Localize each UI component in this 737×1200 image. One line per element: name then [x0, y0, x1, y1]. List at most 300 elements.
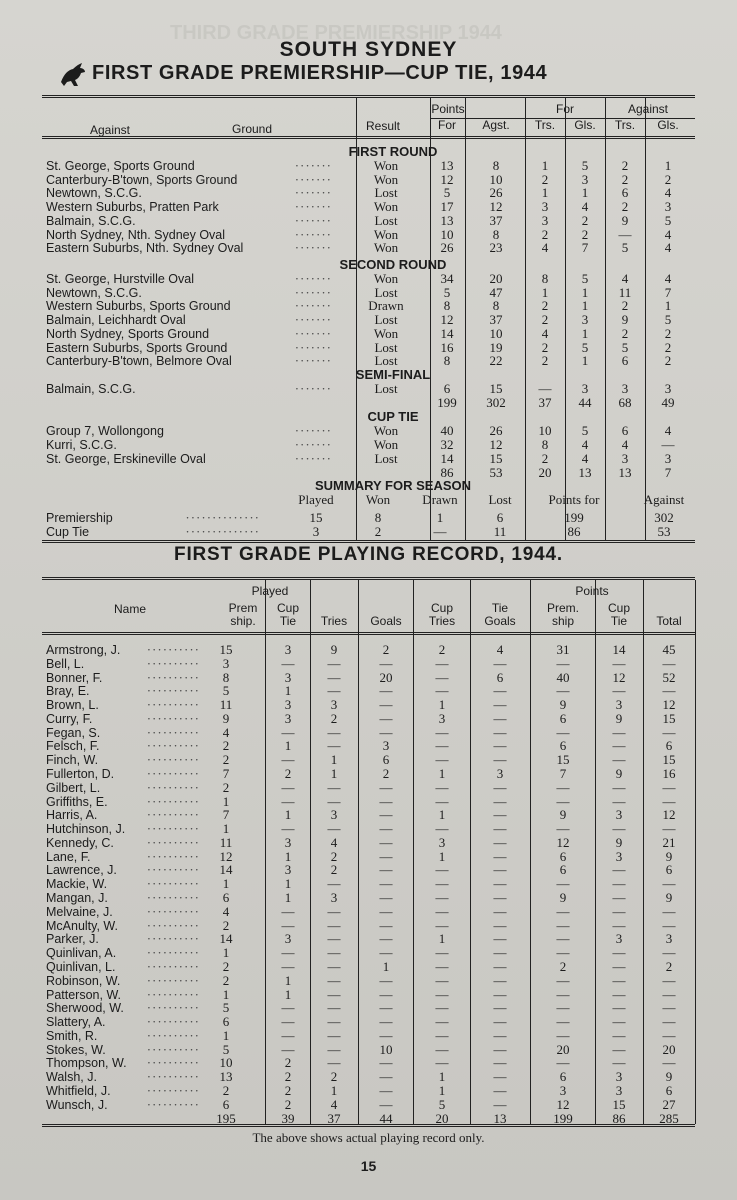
player-prem: 2	[222, 738, 230, 754]
player-cup-tries: —	[435, 972, 449, 988]
result-row-ft: 4	[541, 325, 549, 341]
player-goals: —	[379, 890, 393, 906]
player-cup: 1	[284, 738, 292, 754]
result-row-team: Balmain, Leichhardt Oval	[46, 313, 186, 328]
player-pts-prem: —	[556, 655, 570, 671]
player-tie-goals: —	[493, 862, 507, 878]
column-rule	[470, 580, 471, 1124]
player-pts-cup: —	[612, 917, 626, 933]
result-row-ft: 8	[541, 271, 549, 286]
player-cup: —	[281, 724, 295, 740]
leader-dots: ··········	[146, 683, 200, 699]
leader-dots: ··········	[146, 890, 200, 906]
header-for-tries: Trs.	[534, 118, 556, 132]
result-row-pa: 12	[489, 199, 503, 215]
result-row-ft: 1	[541, 158, 549, 173]
result-row-at: 11	[618, 284, 632, 300]
result-row-ag: 4	[664, 423, 672, 438]
result-row-pf: 14	[440, 451, 454, 466]
player-prem: 14	[219, 931, 233, 947]
player-tie-goals: —	[493, 1000, 507, 1016]
result-row-team: Balmain, S.C.G.	[46, 382, 136, 396]
result-row-pa: 8	[492, 158, 500, 173]
player-goals: —	[379, 1082, 393, 1098]
result-row-pf: 17	[440, 199, 454, 215]
result-row-at: 3	[621, 381, 629, 396]
result-total-pa: 53	[489, 465, 503, 480]
summary-row-label: Cup Tie	[46, 525, 90, 539]
header-subrule	[430, 118, 695, 119]
player-tries: 2	[330, 710, 338, 726]
table-top-rule	[42, 95, 695, 98]
player-name: Armstrong, J.	[46, 643, 121, 657]
player-tie-goals: —	[493, 655, 507, 671]
result-total-ag: 7	[664, 465, 672, 480]
player-goals: —	[379, 793, 393, 809]
result-row-pf: 26	[440, 240, 454, 256]
player-cup-tries: 3	[438, 834, 446, 850]
player-total: —	[662, 1000, 676, 1016]
result-row-fg: 7	[581, 240, 589, 256]
header-bottom-rule	[42, 136, 695, 139]
player-goals: —	[379, 655, 393, 671]
result-row-fg: 3	[581, 381, 589, 396]
player-cup-tries: —	[435, 793, 449, 809]
player-prem: 4	[222, 724, 230, 740]
player-cup: —	[281, 1027, 295, 1043]
player-tie-goals: —	[493, 931, 507, 947]
player-goals: —	[379, 697, 393, 713]
header-ground: Ground	[231, 122, 273, 136]
player-total: 27	[662, 1096, 676, 1112]
leader-dots: ·······	[294, 284, 332, 300]
player-cup: 3	[284, 642, 292, 657]
player-tie-goals: —	[493, 848, 507, 864]
result-row-ag: 1	[664, 158, 672, 173]
result-row-ft: 10	[538, 423, 552, 438]
player-pts-prem: 12	[556, 834, 570, 850]
player-tie-goals: —	[493, 1027, 507, 1043]
leader-dots: ··········	[146, 1027, 200, 1043]
result-row-fg: 5	[581, 339, 589, 355]
header-points-for: For	[438, 118, 456, 132]
player-pts-prem: —	[556, 876, 570, 892]
player-pts-cup: 3	[615, 1069, 623, 1085]
result-row-pf: 16	[440, 339, 454, 355]
result-row-result: Won	[373, 325, 399, 341]
leader-dots: ··········	[146, 1069, 200, 1085]
leader-dots: ·······	[294, 437, 332, 452]
leader-dots: ··········	[146, 1014, 200, 1030]
column-rule	[465, 98, 466, 540]
player-cup-tries: 1	[438, 766, 446, 782]
header-points-prem: Prem.	[546, 601, 580, 615]
player-name: Quinlivan, L.	[46, 959, 116, 974]
player-cup-tries: —	[435, 917, 449, 933]
player-goals: —	[379, 848, 393, 864]
player-goals: 6	[382, 752, 390, 768]
player-pts-cup: —	[612, 958, 626, 974]
player-goals: —	[379, 903, 393, 919]
player-tries: 1	[330, 752, 338, 768]
player-cup-tries: —	[435, 1055, 449, 1071]
player-tries: 2	[330, 1069, 338, 1085]
player-total: 9	[665, 1069, 673, 1085]
result-row-pf: 14	[440, 325, 454, 341]
record-total-tie-goals: 13	[493, 1110, 507, 1126]
result-row-ft: 2	[541, 298, 549, 314]
player-total: 9	[665, 890, 673, 906]
section-title: SEMI-FINAL	[355, 367, 431, 382]
player-cup: 2	[284, 766, 292, 782]
result-row-result: Lost	[374, 312, 398, 328]
player-cup: 2	[284, 1082, 292, 1098]
result-total-ag: 49	[661, 394, 675, 410]
leader-dots: ·······	[294, 212, 332, 228]
player-tie-goals: —	[493, 1055, 507, 1071]
player-pts-prem: 6	[559, 848, 567, 864]
player-name: Wunsch, J.	[46, 1097, 108, 1112]
result-row-at: —	[618, 226, 632, 242]
player-prem: 6	[222, 1014, 230, 1030]
player-cup-tries: 1	[438, 1082, 446, 1098]
player-total: —	[662, 793, 676, 809]
player-prem: 4	[222, 903, 230, 919]
leader-dots: ··········	[146, 821, 200, 837]
player-tries: 3	[330, 890, 338, 906]
header-tie-goals-2: Goals	[484, 614, 516, 628]
player-cup: 3	[284, 710, 292, 726]
player-pts-cup: —	[612, 793, 626, 809]
page-number: 15	[360, 1158, 377, 1174]
footnote: The above shows actual playing record only.	[252, 1130, 485, 1145]
player-total: 15	[662, 752, 676, 768]
result-row-ft: 2	[541, 312, 549, 328]
result-row-result: Lost	[374, 212, 398, 228]
result-total-fg: 44	[578, 394, 592, 410]
leader-dots: ·······	[294, 240, 332, 256]
result-row-at: 2	[621, 158, 629, 173]
summary-row-against: 302	[654, 510, 674, 525]
player-name: Gilbert, L.	[46, 780, 101, 795]
header-against: Against	[627, 102, 669, 116]
result-row-result: Won	[373, 240, 399, 256]
result-row-ag: 2	[664, 339, 672, 355]
leader-dots: ·······	[294, 312, 332, 328]
player-pts-cup: —	[612, 890, 626, 906]
player-total: 3	[665, 931, 673, 947]
leader-dots: ··········	[146, 972, 200, 988]
player-total: —	[662, 1027, 676, 1043]
header-name: Name	[113, 602, 147, 616]
player-goals: —	[379, 834, 393, 850]
result-row-fg: 1	[581, 284, 589, 300]
result-row-ag: 1	[664, 298, 672, 314]
header-cup: Cup	[276, 601, 300, 615]
result-row-team: Canterbury-B'town, Sports Ground	[46, 172, 238, 187]
leader-dots: ··········	[146, 766, 200, 782]
result-row-pa: 26	[489, 185, 503, 201]
player-tries: —	[327, 945, 341, 961]
player-total: 15	[662, 710, 676, 726]
result-row-pa: 26	[489, 423, 503, 438]
player-total: —	[662, 683, 676, 699]
player-tie-goals: —	[493, 821, 507, 837]
leader-dots: ·······	[294, 451, 332, 466]
result-row-fg: 5	[581, 271, 589, 286]
player-tie-goals: 4	[496, 642, 504, 657]
result-row-team: North Sydney, Sports Ground	[46, 326, 210, 341]
result-row-team: Canterbury-B'town, Belmore Oval	[46, 354, 232, 369]
result-row-result: Won	[373, 171, 399, 187]
record-top-rule	[42, 577, 695, 580]
player-prem: 3	[222, 655, 230, 671]
player-pts-prem: 12	[556, 1096, 570, 1112]
result-total-fg: 13	[578, 465, 592, 480]
record-total-total: 285	[659, 1110, 679, 1126]
column-rule	[565, 98, 566, 540]
summary-title: SUMMARY FOR SEASON	[314, 478, 472, 493]
result-row-result: Lost	[374, 185, 398, 201]
result-row-team: Newtown, S.C.G.	[46, 186, 142, 201]
leader-dots: ·······	[294, 185, 332, 201]
player-total: 9	[665, 848, 673, 864]
player-goals: 2	[382, 642, 390, 657]
player-goals: —	[379, 986, 393, 1002]
player-prem: 15	[219, 642, 233, 657]
header-played: Played	[251, 584, 289, 598]
player-pts-prem: —	[556, 683, 570, 699]
result-row-at: 6	[621, 185, 629, 201]
player-prem: 1	[222, 821, 230, 837]
result-row-team: Eastern Suburbs, Nth. Sydney Oval	[46, 241, 244, 256]
player-pts-cup: 12	[612, 669, 626, 685]
result-row-at: 4	[621, 271, 629, 286]
result-row-ft: —	[538, 381, 552, 396]
result-row-ft: 2	[541, 171, 549, 187]
result-row-team: Eastern Suburbs, Sports Ground	[46, 340, 228, 355]
result-row-pa: 10	[489, 325, 503, 341]
summary-row-points-for: 199	[564, 510, 584, 525]
result-row-at: 2	[621, 171, 629, 187]
player-total: —	[662, 972, 676, 988]
leader-dots: ··············	[185, 524, 260, 539]
result-row-at: 9	[621, 212, 629, 228]
result-row-ft: 3	[541, 212, 549, 228]
player-goals: —	[379, 1000, 393, 1016]
player-pts-prem: 15	[556, 752, 570, 768]
leader-dots: ·······	[294, 226, 332, 242]
player-cup: —	[281, 793, 295, 809]
player-tie-goals: —	[493, 710, 507, 726]
result-row-pa: 47	[489, 284, 503, 300]
result-row-pa: 8	[492, 226, 500, 242]
result-row-pf: 5	[443, 284, 451, 300]
player-cup: —	[281, 1000, 295, 1016]
result-row-team: St. George, Sports Ground	[46, 159, 195, 173]
player-name: Griffiths, E.	[46, 794, 108, 809]
player-cup: —	[281, 821, 295, 837]
leader-dots: ·······	[294, 353, 332, 369]
player-tries: 2	[330, 848, 338, 864]
result-total-at: 68	[618, 394, 632, 410]
player-prem: 9	[222, 710, 230, 726]
player-goals: —	[379, 931, 393, 947]
column-rule	[265, 580, 266, 1124]
player-tie-goals: —	[493, 834, 507, 850]
result-row-pf: 12	[440, 171, 454, 187]
header-total: Total	[656, 614, 682, 628]
player-tie-goals: —	[493, 793, 507, 809]
player-pts-prem: —	[556, 903, 570, 919]
player-pts-cup: —	[612, 1000, 626, 1016]
result-row-ag: 5	[664, 212, 672, 228]
player-total: 12	[662, 697, 676, 713]
record-bottom-rule	[42, 1124, 695, 1127]
header-ship: ship.	[230, 614, 256, 628]
summary-header-drawn: Drawn	[422, 492, 458, 507]
result-row-result: Won	[373, 199, 399, 215]
player-tie-goals: —	[493, 972, 507, 988]
result-row-ag: 2	[664, 171, 672, 187]
header-for-goals: Gls.	[574, 118, 596, 132]
result-row-ft: 2	[541, 451, 549, 466]
player-prem: 1	[222, 945, 230, 961]
player-goals: 20	[379, 669, 393, 685]
player-prem: 5	[222, 1041, 230, 1057]
result-row-ag: 4	[664, 271, 672, 286]
player-tries: —	[327, 793, 341, 809]
player-cup-tries: —	[435, 958, 449, 974]
player-tries: —	[327, 931, 341, 947]
player-total: —	[662, 986, 676, 1002]
result-row-pf: 12	[440, 312, 454, 328]
player-total: —	[662, 917, 676, 933]
result-row-team: North Sydney, Nth. Sydney Oval	[46, 227, 226, 242]
club-heading: SOUTH SYDNEY	[279, 38, 458, 61]
result-row-at: 5	[621, 240, 629, 256]
player-tie-goals: —	[493, 945, 507, 961]
player-goals: 10	[379, 1041, 393, 1057]
result-row-pf: 13	[440, 158, 454, 173]
result-total-pf: 86	[440, 465, 454, 480]
player-pts-cup: —	[612, 1041, 626, 1057]
record-total-cup: 39	[281, 1110, 295, 1126]
result-row-at: 2	[621, 199, 629, 215]
header-against-tries: Trs.	[614, 118, 636, 132]
header-against-goals: Gls.	[657, 118, 679, 132]
player-name: Felsch, F.	[46, 739, 100, 754]
column-rule	[530, 580, 531, 1124]
player-total: —	[662, 876, 676, 892]
result-row-fg: 4	[581, 437, 589, 452]
player-tries: —	[327, 683, 341, 699]
player-tie-goals: —	[493, 738, 507, 754]
header-cup-tries-2: Tries	[428, 614, 456, 628]
player-tie-goals: —	[493, 986, 507, 1002]
result-row-at: 2	[621, 298, 629, 314]
rabbit-emblem-icon	[58, 62, 88, 88]
player-pts-prem: 7	[559, 766, 567, 782]
player-prem: 10	[219, 1055, 233, 1071]
player-goals: —	[379, 724, 393, 740]
result-row-pf: 32	[440, 437, 454, 452]
player-pts-cup: 14	[612, 642, 626, 657]
player-pts-prem: 9	[559, 807, 567, 823]
player-cup: —	[281, 752, 295, 768]
player-tie-goals: —	[493, 683, 507, 699]
player-tie-goals: 6	[496, 669, 504, 685]
player-pts-cup: 3	[615, 931, 623, 947]
result-row-pa: 8	[492, 298, 500, 314]
column-rule	[525, 98, 526, 540]
leader-dots: ··········	[146, 917, 200, 933]
result-row-team: Newtown, S.C.G.	[46, 285, 142, 300]
summary-row-points-for: 86	[567, 524, 581, 539]
summary-row-lost: 11	[493, 524, 507, 539]
record-total-cup-tries: 20	[435, 1110, 449, 1126]
player-cup-tries: —	[435, 738, 449, 754]
result-row-team: St. George, Erskineville Oval	[46, 452, 206, 466]
leader-dots: ··········	[146, 642, 200, 657]
player-prem: 5	[222, 1000, 230, 1016]
player-tries: —	[327, 738, 341, 754]
player-name: Lane, F.	[46, 849, 91, 864]
player-prem: 2	[222, 752, 230, 768]
leader-dots: ·······	[294, 298, 332, 314]
player-cup: 2	[284, 1096, 292, 1112]
result-row-result: Drawn	[368, 298, 404, 314]
result-row-pa: 19	[489, 339, 503, 355]
section-title: SECOND ROUND	[339, 257, 447, 272]
result-row-at: 3	[621, 451, 629, 466]
player-tries: 1	[330, 766, 338, 782]
player-cup-tries: —	[435, 903, 449, 919]
player-cup-tries: —	[435, 1000, 449, 1016]
column-rule	[310, 580, 311, 1124]
summary-row-won: 2	[374, 524, 382, 539]
player-name: Brown, L.	[46, 698, 99, 713]
player-cup: —	[281, 958, 295, 974]
player-pts-prem: —	[556, 779, 570, 795]
player-pts-prem: —	[556, 1014, 570, 1030]
player-tie-goals: —	[493, 779, 507, 795]
player-tries: —	[327, 986, 341, 1002]
player-name: Patterson, W.	[46, 987, 122, 1002]
leader-dots: ··········	[146, 724, 200, 740]
leader-dots: ··········	[146, 876, 200, 892]
header-for: For	[556, 102, 574, 116]
player-name: Curry, F.	[46, 711, 93, 726]
player-tries: —	[327, 1055, 341, 1071]
player-cup-tries: 1	[438, 1069, 446, 1085]
result-row-pf: 13	[440, 212, 454, 228]
header-prem: Prem	[228, 601, 258, 615]
player-tie-goals: —	[493, 903, 507, 919]
player-cup: 1	[284, 876, 292, 892]
result-row-result: Won	[373, 423, 399, 438]
result-row-at: 5	[621, 339, 629, 355]
player-pts-prem: —	[556, 1055, 570, 1071]
result-row-pa: 15	[489, 451, 503, 466]
player-cup-tries: 1	[438, 931, 446, 947]
player-cup-tries: —	[435, 821, 449, 837]
section-title: CUP TIE	[367, 409, 419, 424]
player-pts-prem: —	[556, 1000, 570, 1016]
result-row-team: Western Suburbs, Sports Ground	[46, 299, 231, 314]
player-pts-prem: 9	[559, 697, 567, 713]
player-cup-tries: —	[435, 724, 449, 740]
